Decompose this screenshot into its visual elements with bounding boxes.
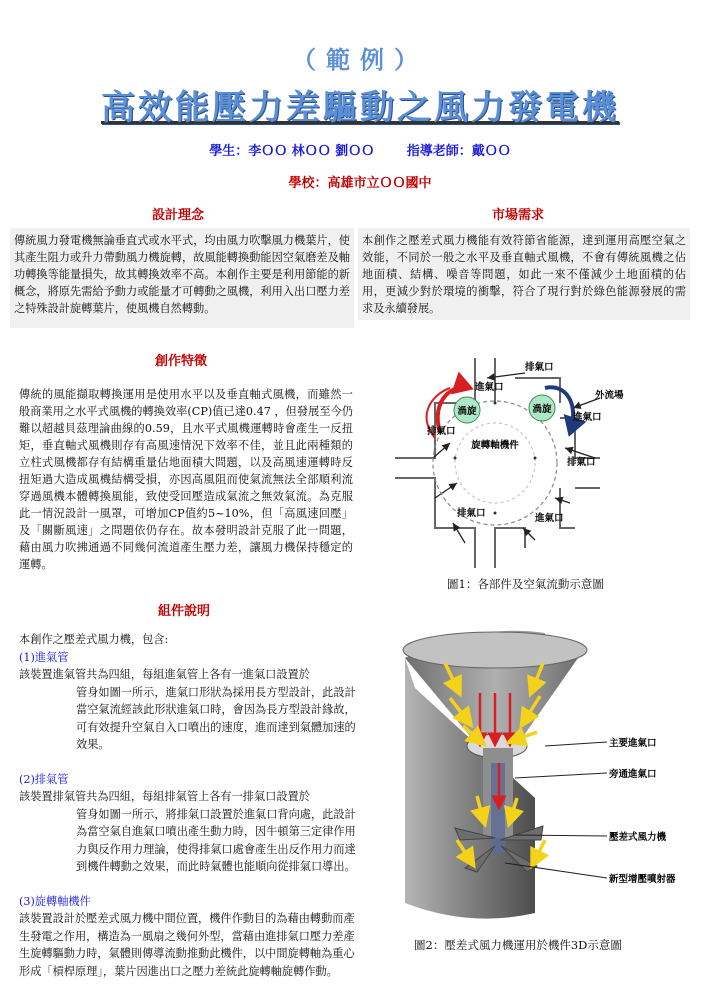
features-heading: 創作特徵 — [155, 354, 208, 369]
item2-title: (2)排氣管 — [19, 772, 69, 786]
components-intro: 本創作之壓差式風力機，包含: — [19, 633, 169, 646]
school: 學校：高雄市立ＯＯ國中 — [288, 176, 432, 191]
example-tag: （範例） — [292, 46, 428, 74]
main-intake-label: 主要進氣口 — [609, 738, 657, 749]
market-text: 本創作之壓差式風力機能有效符節省能源，達到運用高壓空氣之效能，不同於一般之水平及垂直軸式風機，不會有傳統風機之佔地面積、結構、噪音等問題，如此一來不僅減少土地面積的佔用，更減少對於環境的衝擊，符合了現行對於綠色能源發展的需求及永續發展。 — [358, 228, 690, 320]
item1-rest: 管身如圖一所示，進氣口形狀為採用長方型設計，此設計當空氣流經該此形狀進氣口時，會因為長方型設計緣故，可有效提升空氣自入口噴出的速度，進而達到氣體加速的效果。 — [76, 685, 356, 751]
item2-first-line: 該裝置排氣管共為四組，每組排氣管上各有一排氣口設置於 — [19, 790, 310, 803]
item2-rest: 管身如圖一所示，將排氣口設置於進氣口背向處，此設計為當空氣自進氣口噴出產生動力時，因牛頓第三定律作用力與反作用力理論，使得排氣口處會產生出反作用力而達到機件轉動之效果，而此時氣體也能順向從排氣口導出。 — [76, 807, 356, 873]
exhaust-right-label: 排氣口 — [567, 457, 596, 468]
figure2-3d-render — [395, 628, 700, 928]
item1-title: (1)進氣管 — [19, 650, 69, 664]
components-heading: 組件說明 — [158, 604, 211, 619]
components-text — [19, 631, 357, 980]
authors-line — [0, 140, 720, 159]
turbine-label: 壓差式風力機 — [609, 832, 667, 843]
rotor-label: 旋轉軸機件 — [471, 440, 519, 451]
intake-top-label: 進氣口 — [475, 382, 504, 393]
exhaust-left-label: 排氣口 — [427, 426, 456, 437]
intake-right-label: 進氣口 — [573, 412, 602, 423]
side-intake-label: 旁通進氣口 — [609, 769, 657, 780]
students: 學生：李ＯＯ 林ＯＯ 劉ＯＯ — [209, 144, 375, 159]
exhaust-top-label: 排氣口 — [525, 362, 554, 373]
figure2-caption: 圖2：壓差式風力機運用於機件3D示意圖 — [414, 938, 622, 952]
design-heading: 設計理念 — [152, 208, 205, 223]
ejector-label: 新型增壓噴射器 — [609, 874, 676, 885]
design-text: 傳統風力發電機無論垂直式或水平式，均由風力吹擊風力機葉片，使其產生阻力或升力帶動風力機旋轉，故風能轉換動能因空氣磨差及軸功轉換等能量損失，故其轉換效率不高。本創作主要是利用節能的新概念，將原先需給予動力或能量才可轉動之風機，利用入出口壓力差之特殊設計旋轉葉片，使風機自然轉動。 — [10, 228, 354, 328]
exhaust-bottom-label: 排氣口 — [457, 508, 486, 519]
figure1-caption: 圖1：各部件及空氣流動示意圖 — [447, 577, 604, 591]
figure1-diagram — [395, 358, 700, 568]
item3-title: (3)旋轉軸機件 — [19, 894, 91, 908]
vortex-left-label: 渦旋 — [457, 406, 477, 417]
poster-title: 高效能壓力差驅動之風力發電機 — [101, 88, 619, 128]
advisor: 指導老師：戴ＯＯ — [406, 144, 511, 159]
features-text: 傳統的風能擷取轉換運用是使用水平以及垂直軸式風機，而雖然一般商業用之水平式風機的轉換效率(CP)值已達0.47 ，但發展至今仍難以超越貝茲理論曲線的0.59，且水平式風機運轉時會產生一反扭矩，垂直軸式風機則存有高風速情況下效率不佳，並且此兩種類的立柱式風機都存有結構重量佔地面積大問題，以及高風速運轉時反扭矩過大造成風機結構受損，亦因高風阻而使氣流無法全部順利流穿過風機本體轉換風能，致使受回壓造成氣流之無效氣流。為克服此一情況設計一風罩，可增加CP值約5~10%，但「高風速回壓」及「關斷風速」之問題依仍存在。故本發明設計克服了此一問題，藉由風力吹拂通過不同幾何流道產生壓力差，讓風力機保持穩定的運轉。 — [19, 388, 353, 571]
outer-casing-label: 外流場 — [595, 390, 624, 401]
item1-first-line: 該裝置進氣管共為四組，每組進氣管上各有一進氣口設置於 — [19, 668, 310, 681]
vortex-right-label: 渦旋 — [532, 404, 552, 415]
market-heading: 市場需求 — [492, 208, 545, 223]
intake-bottom-label: 進氣口 — [535, 513, 564, 524]
item3-text: 該裝置設計於壓差式風力機中間位置，機件作動目的為藉由轉動而產生發電之作用，構造為一風扇之幾何外型，當藉由進排氣口壓力差產生旋轉驅動力時，氣體則傳導流動推動此機件，以中間旋轉軸為重心形成「槓桿原理」，葉片因進出口之壓力差統此旋轉軸旋轉作動。 — [19, 912, 355, 978]
